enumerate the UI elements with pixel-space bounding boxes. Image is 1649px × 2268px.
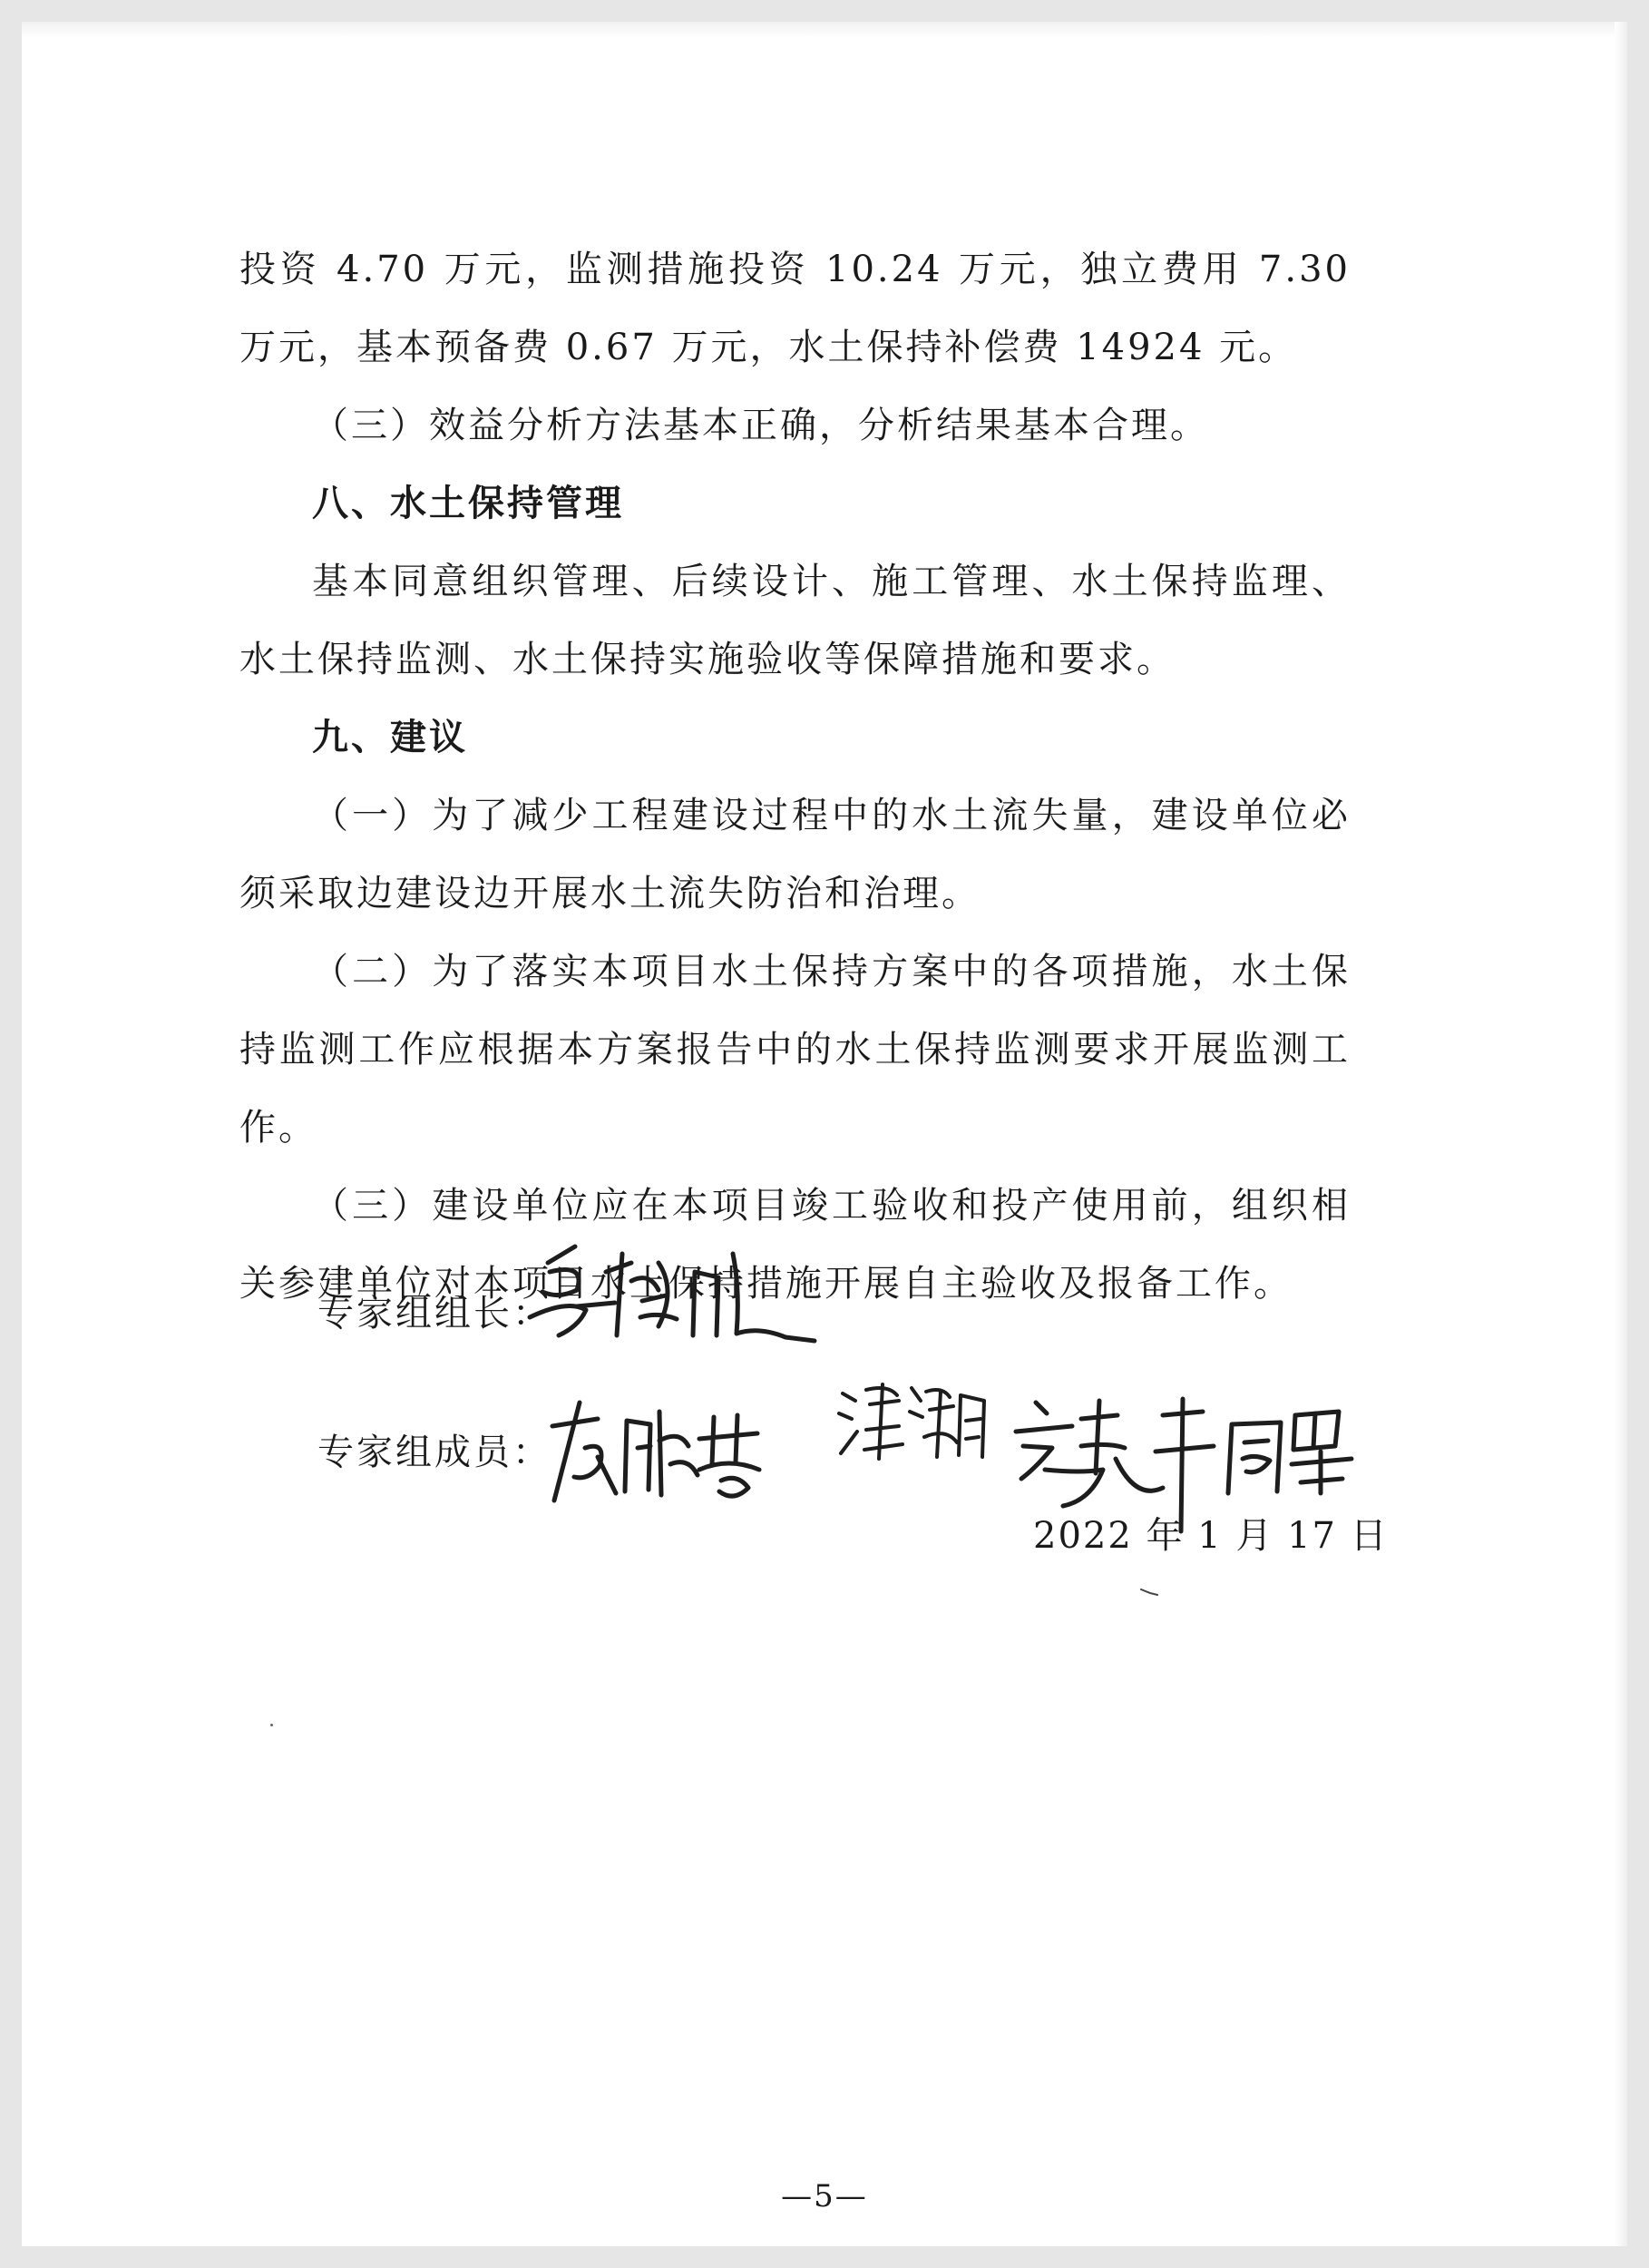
paragraph-benefit-analysis: （三）效益分析方法基本正确，分析结果基本合理。 — [312, 405, 1209, 446]
document-page — [22, 22, 1627, 2246]
page-number: —5— — [781, 2178, 868, 2214]
paragraph-suggestion-2: （二）为了落实本项目水土保持方案中的各项措施，水土保持监测工作应根据本方案报告中的水土保持监测要求开展监测工作。 — [239, 951, 1351, 1149]
paragraph-management-measures: 基本同意组织管理、后续设计、施工管理、水土保持监理、水土保持监测、水土保持实施验收等保障措施和要求。 — [239, 561, 1351, 680]
member-signature-2 — [834, 1374, 997, 1469]
expert-members-label: 专家组成员： — [317, 1432, 551, 1473]
leader-signature — [522, 1236, 822, 1354]
heading-soil-conservation-management: 八、水土保持管理 — [312, 483, 624, 524]
scan-shadow-right — [1615, 22, 1627, 2246]
scan-dot — [270, 1724, 273, 1726]
scan-shadow-top — [22, 22, 1627, 38]
paragraph-investment: 投资 4.70 万元，监测措施投资 10.24 万元，独立费用 7.30 万元，基本预备费 0.67 万元，水土保持补偿费 14924 元。 — [239, 249, 1351, 368]
scan-mark — [1139, 1588, 1159, 1597]
paragraph-suggestion-1: （一）为了减少工程建设过程中的水土流失量，建设单位必须采取边建设边开展水土流失防治和治理。 — [239, 795, 1351, 914]
member-signature-1 — [543, 1393, 788, 1511]
paragraph-suggestion-3: （三）建设单位应在本项目竣工验收和投产使用前，组织相关参建单位对本项目水土保持措施开展自主验收及报备工作。 — [239, 1185, 1351, 1305]
document-date: 2022 年 1 月 17 日 — [1033, 1515, 1389, 1557]
expert-leader-label: 专家组组长： — [317, 1293, 551, 1334]
document-body — [239, 230, 1351, 1323]
heading-suggestions: 九、建议 — [312, 717, 468, 758]
